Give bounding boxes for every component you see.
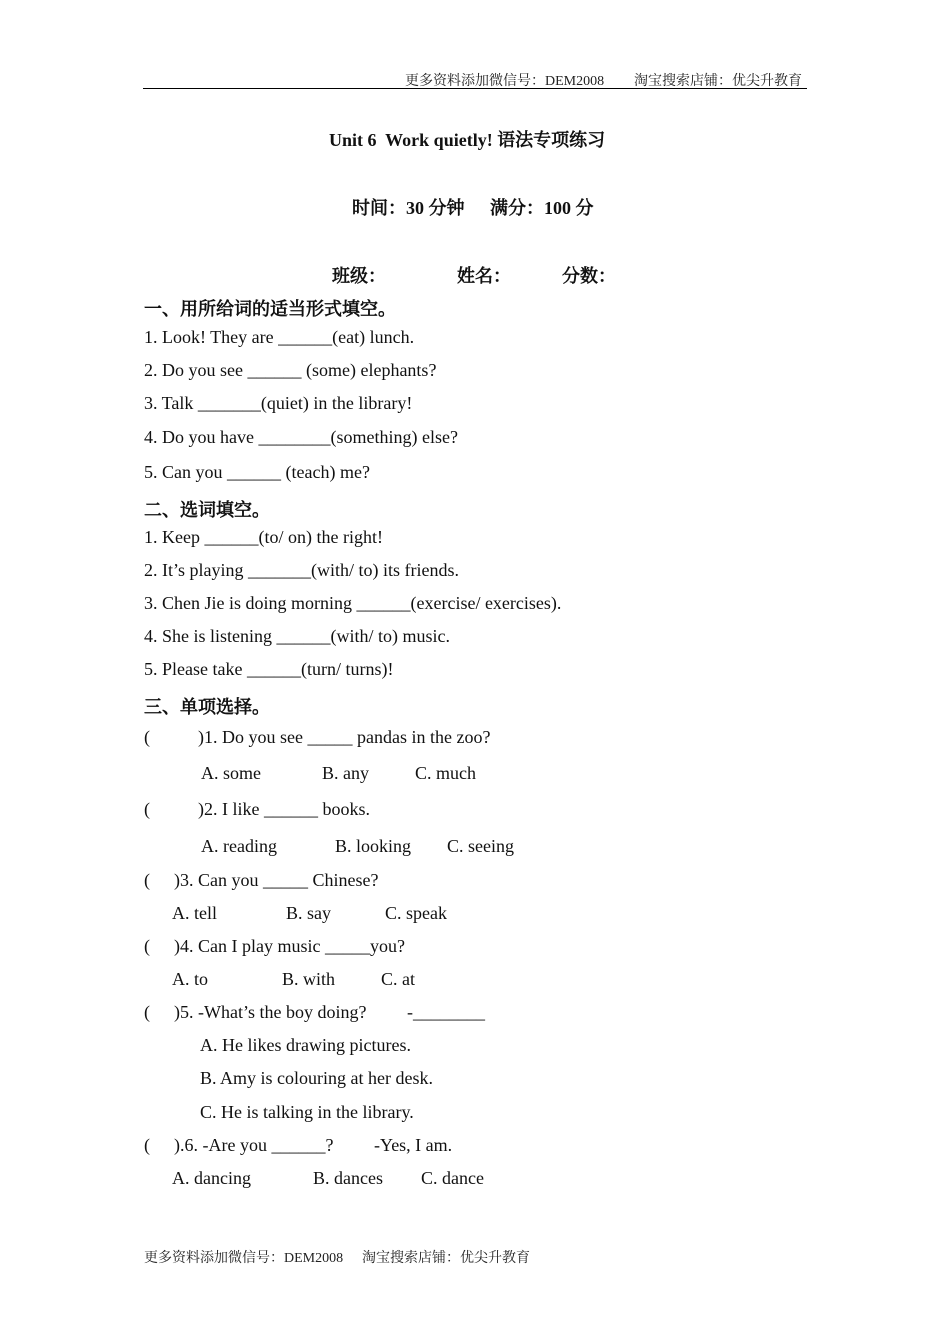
question-stem: ).6. -Are you ______?: [174, 1135, 334, 1155]
option-a: A. He likes drawing pictures.: [200, 1035, 411, 1055]
question-stem: )5. -What’s the boy doing?: [174, 1002, 367, 1022]
option-b: B. any: [322, 763, 369, 783]
header-wechat: 更多资料添加微信号：DEM2008: [405, 74, 605, 89]
question-paren: (: [144, 1135, 150, 1155]
answer-blank: -________: [407, 1002, 485, 1022]
header-shop: 淘宝搜索店铺：优尖升教育: [634, 74, 802, 89]
section2-item: 1. Keep ______(to/ on) the right!: [144, 527, 383, 547]
question-paren: (: [144, 1002, 150, 1022]
section1-item: 5. Can you ______ (teach) me?: [144, 462, 370, 482]
option-b: B. dances: [313, 1168, 383, 1188]
section2-item: 3. Chen Jie is doing morning ______(exercise/ exercises).: [144, 593, 562, 613]
name-label: 姓名：: [457, 266, 511, 286]
option-c: C. speak: [385, 903, 447, 923]
footer-wechat: 更多资料添加微信号：DEM2008: [144, 1251, 344, 1266]
option-c: C. at: [381, 969, 415, 989]
option-c: C. much: [415, 763, 476, 783]
option-a: A. tell: [172, 903, 217, 923]
section1-item: 4. Do you have ________(something) else?: [144, 427, 458, 447]
option-c: C. seeing: [447, 836, 514, 856]
question-stem: )4. Can I play music _____you?: [174, 936, 405, 956]
option-b: B. with: [282, 969, 336, 989]
header-divider: [143, 88, 807, 89]
section2-item: 2. It’s playing _______(with/ to) its friends.: [144, 560, 459, 580]
exam-full-score: 满分：100 分: [490, 198, 594, 218]
section1-item: 1. Look! They are ______(eat) lunch.: [144, 327, 415, 347]
exam-time: 时间：30 分钟: [352, 198, 465, 218]
question-paren: (: [144, 727, 150, 747]
section1-item: 2. Do you see ______ (some) elephants?: [144, 360, 437, 380]
section2-heading: 二、选词填空。: [144, 500, 270, 520]
question-paren: (: [144, 870, 150, 890]
option-a: A. reading: [201, 836, 277, 856]
option-c: C. He is talking in the library.: [200, 1102, 414, 1122]
section2-item: 4. She is listening ______(with/ to) music.: [144, 626, 450, 646]
option-b: B. say: [286, 903, 331, 923]
question-paren: (: [144, 799, 150, 819]
question-paren: (: [144, 936, 150, 956]
section1-item: 3. Talk _______(quiet) in the library!: [144, 393, 413, 413]
page-title: Unit 6 Work quietly! 语法专项练习: [329, 130, 606, 150]
question-stem: )3. Can you _____ Chinese?: [174, 870, 379, 890]
class-label: 班级：: [332, 266, 386, 286]
option-a: A. dancing: [172, 1168, 251, 1188]
option-a: A. some: [201, 763, 261, 783]
option-b: B. looking: [335, 836, 412, 856]
option-c: C. dance: [421, 1168, 484, 1188]
section1-heading: 一、用所给词的适当形式填空。: [144, 299, 396, 319]
footer-shop: 淘宝搜索店铺：优尖升教育: [362, 1251, 530, 1266]
section3-heading: 三、单项选择。: [144, 697, 270, 717]
answer-text: -Yes, I am.: [374, 1135, 453, 1155]
question-stem: )1. Do you see _____ pandas in the zoo?: [198, 727, 491, 747]
section2-item: 5. Please take ______(turn/ turns)!: [144, 659, 394, 679]
option-b: B. Amy is colouring at her desk.: [200, 1068, 433, 1088]
score-label: 分数：: [562, 266, 616, 286]
option-a: A. to: [172, 969, 208, 989]
question-stem: )2. I like ______ books.: [198, 799, 370, 819]
